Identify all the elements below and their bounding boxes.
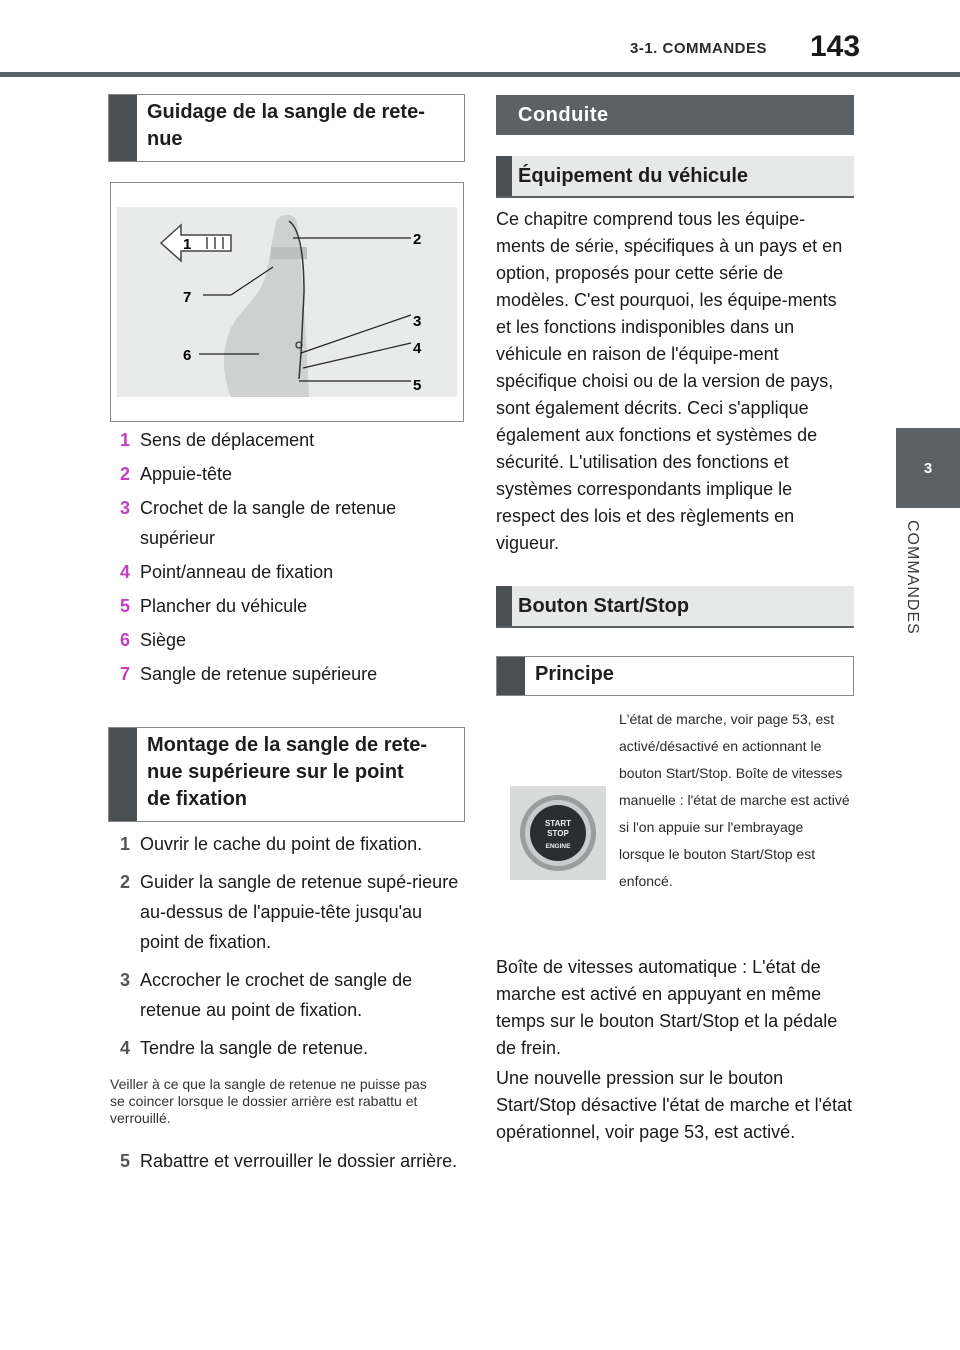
legend-text: Plancher du véhicule — [140, 596, 308, 616]
legend-number: 6 — [119, 630, 130, 650]
step-number: 3 — [119, 970, 130, 990]
legend-number: 5 — [119, 596, 130, 616]
legend-number: 1 — [119, 430, 130, 450]
section-band-conduite-text: Conduite — [518, 103, 609, 126]
legend-number: 4 — [119, 562, 130, 582]
legend-text: Sangle de retenue supérieure — [140, 664, 378, 684]
automatic-gearbox-paragraph: Boîte de vitesses automatique : L'état de marche est activé en appuyant en même temps sur le bouton Start/Stop et la pédale de frein. — [496, 957, 838, 1058]
section-band-equipement-text: Équipement du véhicule — [518, 164, 749, 187]
intro-paragraph: Ce chapitre comprend tous les équipe-ments de série, spécifiques à un pays et en option, proposés pour cette série de modèles. C'est pourquoi, les équipe-ments et les fonctions indisponibles dans un véhicule en raison de l'équipe-ment spécifique choisi ou de la version de pays, sont également décrits. Ceci s'applique également aux fonctions et systèmes de sécurité. L'utilisation des fonctions et systèmes correspondants implique le respect des lois et des règlements en vigueur. — [496, 209, 843, 553]
step-item — [110, 965, 462, 1025]
page-number: 143 — [810, 30, 861, 63]
heading-bar — [497, 657, 525, 695]
principe-note: L'état de marche, voir page 53, est activé/désactivé en actionnant le bouton Start/Stop. Boîte de vitesses manuelle : l'état de marche est activé si l'on appuie sur l'embrayage lorsque le bouton Start/Stop est enfoncé. — [619, 711, 850, 889]
chapter-side-label: COMMANDES — [904, 520, 921, 635]
legend-number: 7 — [119, 664, 130, 684]
step-text: Ouvrir le cache du point de fixation. — [140, 834, 423, 854]
step-text: Rabattre et verrouiller le dossier arrière. — [140, 1151, 458, 1171]
section-heading-guidage-text: Guidage de la sangle de rete- nue — [147, 101, 425, 150]
section-heading-guidage — [108, 94, 465, 162]
mounting-steps-continued — [110, 1146, 462, 1176]
button-label-stop: STOP — [547, 829, 569, 838]
step-number: 2 — [119, 872, 130, 892]
legend-item — [110, 493, 462, 553]
chapter-title: 3-1. COMMANDES — [630, 40, 768, 57]
step-text: Accrocher le crochet de sangle de retenue au point de fixation. — [140, 970, 413, 1020]
section-heading-montage-text: Montage de la sangle de rete- nue supérieure sur le point de fixation — [147, 734, 428, 810]
callout-6: 6 — [183, 347, 192, 364]
legend-item — [110, 459, 462, 489]
band-bar — [496, 95, 512, 135]
start-stop-button-image — [510, 786, 606, 880]
band-bar — [496, 156, 512, 196]
chapter-tab[interactable] — [896, 428, 960, 508]
heading-bar — [109, 728, 137, 821]
step-number: 1 — [119, 834, 130, 854]
section-heading-montage — [108, 727, 465, 822]
legend-text: Appuie-tête — [140, 464, 233, 484]
figure-legend — [110, 425, 462, 689]
seat-illustration — [111, 183, 463, 421]
callout-3: 3 — [413, 313, 422, 330]
step-text: Tendre la sangle de retenue. — [140, 1038, 369, 1058]
section-band-conduite — [496, 95, 854, 135]
legend-text: Sens de déplacement — [140, 430, 315, 450]
heading-bar — [109, 95, 137, 161]
step-text: Guider la sangle de retenue supé-rieure au-dessus de l'appuie-tête jusqu'au point de fixation. — [140, 872, 459, 952]
section-band-start-stop-text: Bouton Start/Stop — [518, 594, 690, 617]
legend-item — [110, 625, 462, 655]
legend-number: 3 — [119, 498, 130, 518]
deactivation-paragraph: Une nouvelle pression sur le bouton Start/Stop désactive l'état de marche et l'état opérationnel, voir page 53, est activé. — [496, 1068, 853, 1142]
callout-2: 2 — [413, 231, 422, 248]
section-heading-principe — [496, 656, 854, 696]
legend-text: Point/anneau de fixation — [140, 562, 334, 582]
legend-number: 2 — [119, 464, 130, 484]
section-heading-principe-text: Principe — [535, 663, 614, 685]
legend-item — [110, 659, 462, 689]
button-label-start: START — [544, 819, 572, 828]
callout-4: 4 — [413, 340, 422, 357]
section-band-equipement — [496, 156, 854, 198]
step-item — [110, 829, 462, 859]
step-number: 5 — [119, 1151, 130, 1171]
header-rule — [0, 72, 960, 77]
step-item — [110, 1146, 462, 1176]
step-number: 4 — [119, 1038, 130, 1058]
warning-note: Veiller à ce que la sangle de retenue ne puisse pas se coincer lorsque le dossier arrière est rabattu et verrouillé. — [110, 1076, 427, 1126]
legend-item — [110, 591, 462, 621]
legend-text: Siège — [140, 630, 187, 650]
callout-1: 1 — [183, 236, 192, 253]
legend-item — [110, 557, 462, 587]
legend-item — [110, 425, 462, 455]
legend-text: Crochet de la sangle de retenue supérieur — [140, 498, 397, 548]
step-item — [110, 867, 462, 957]
mounting-steps — [110, 829, 462, 1063]
section-band-start-stop — [496, 586, 854, 628]
button-label-engine: ENGINE — [545, 843, 571, 850]
chapter-tab-number: 3 — [923, 459, 933, 477]
callout-7: 7 — [183, 289, 192, 306]
tether-strap-figure — [110, 182, 464, 422]
callout-5: 5 — [413, 377, 422, 394]
start-stop-button-icon — [518, 793, 598, 873]
step-item — [110, 1033, 462, 1063]
band-bar — [496, 586, 512, 626]
